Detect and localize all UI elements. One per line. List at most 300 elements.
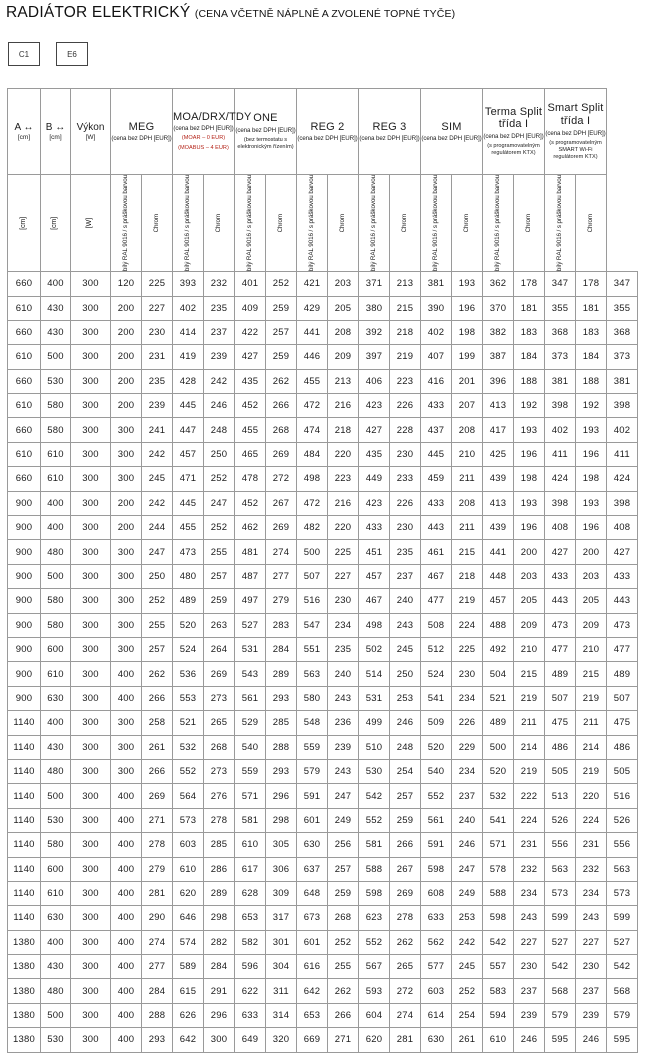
table-cell-price: 594	[483, 1003, 514, 1027]
table-cell-price: 642	[297, 979, 328, 1003]
table-cell-price: 451	[359, 540, 390, 564]
table-cell-dimension: 660	[8, 272, 41, 296]
table-cell-price: 288	[266, 735, 297, 759]
table-cell-price: 568	[607, 979, 638, 1003]
table-cell-price: 265	[204, 711, 235, 735]
table-cell-price: 548	[297, 711, 328, 735]
table-cell-price: 423	[359, 394, 390, 418]
subcol-terma-chrome: Chrom	[514, 175, 545, 272]
table-cell-price: 266	[142, 686, 173, 710]
table-cell-price: 628	[235, 881, 266, 905]
table-cell-price: 520	[421, 735, 452, 759]
table-row	[8, 686, 669, 710]
table-cell-price: 630	[297, 833, 328, 857]
table-row	[8, 296, 669, 320]
table-cell-price: 536	[173, 662, 204, 686]
table-cell-price: 200	[111, 394, 142, 418]
table-cell-price: 556	[607, 833, 638, 857]
table-cell-dimension: 580	[41, 394, 71, 418]
table-cell-price: 272	[266, 467, 297, 491]
table-cell-price: 617	[235, 857, 266, 881]
table-cell-price: 457	[359, 564, 390, 588]
table-cell-dimension: 300	[71, 662, 111, 686]
table-cell-price: 599	[545, 906, 576, 930]
table-cell-price: 227	[328, 564, 359, 588]
col-header-b: B ↔ [cm]	[41, 89, 71, 175]
table-cell-price: 573	[545, 881, 576, 905]
table-cell-price: 400	[111, 662, 142, 686]
legend	[8, 42, 88, 66]
table-cell-price: 461	[421, 540, 452, 564]
table-cell-price: 441	[483, 540, 514, 564]
table-cell-price: 492	[483, 637, 514, 661]
table-cell-dimension: 300	[71, 808, 111, 832]
subcol-meg-chrome: Chrom	[142, 175, 173, 272]
table-cell-dimension: 900	[8, 589, 41, 613]
table-cell-price: 252	[266, 272, 297, 296]
table-cell-price: 230	[328, 589, 359, 613]
table-cell-price: 567	[359, 955, 390, 979]
table-cell-price: 380	[359, 296, 390, 320]
table-cell-dimension: 300	[71, 784, 111, 808]
table-row	[8, 857, 669, 881]
table-cell-price: 435	[359, 442, 390, 466]
table-row	[8, 735, 669, 759]
table-cell-price: 284	[204, 955, 235, 979]
table-cell-price: 300	[111, 711, 142, 735]
table-cell-price: 526	[607, 808, 638, 832]
table-cell-price: 272	[390, 979, 421, 1003]
table-cell-price: 411	[607, 442, 638, 466]
table-row	[8, 955, 669, 979]
table-cell-dimension: 530	[41, 369, 71, 393]
table-cell-dimension: 300	[71, 711, 111, 735]
table-cell-price: 193	[576, 418, 607, 442]
table-cell-dimension: 300	[71, 320, 111, 344]
table-cell-price: 527	[607, 930, 638, 954]
table-cell-dimension: 400	[41, 930, 71, 954]
table-cell-dimension: 1380	[8, 979, 41, 1003]
table-cell-price: 235	[204, 296, 235, 320]
table-cell-price: 208	[328, 320, 359, 344]
table-cell-price: 192	[514, 394, 545, 418]
table-row	[8, 345, 669, 369]
table-cell-price: 215	[514, 662, 545, 686]
table-cell-price: 243	[514, 906, 545, 930]
table-cell-price: 559	[297, 735, 328, 759]
table-cell-price: 201	[452, 369, 483, 393]
table-cell-price: 413	[483, 491, 514, 515]
table-cell-price: 472	[297, 491, 328, 515]
table-cell-price: 446	[297, 345, 328, 369]
table-cell-price: 400	[111, 784, 142, 808]
table-cell-price: 239	[204, 345, 235, 369]
table-cell-price: 622	[235, 979, 266, 1003]
table-cell-price: 278	[204, 808, 235, 832]
table-cell-price: 414	[173, 320, 204, 344]
table-cell-price: 462	[235, 516, 266, 540]
table-cell-dimension: 580	[41, 589, 71, 613]
table-cell-price: 400	[111, 857, 142, 881]
table-cell-price: 598	[359, 881, 390, 905]
table-cell-price: 406	[359, 369, 390, 393]
table-cell-price: 599	[607, 906, 638, 930]
table-cell-price: 620	[173, 881, 204, 905]
table-cell-price: 256	[328, 833, 359, 857]
subcol-smart-white: bílý RAL 9016 / s práškovou barvou	[545, 175, 576, 272]
table-cell-price: 227	[514, 930, 545, 954]
table-cell-price: 281	[390, 1028, 421, 1052]
table-cell-price: 181	[576, 296, 607, 320]
table-cell-price: 243	[576, 906, 607, 930]
table-row	[8, 394, 669, 418]
table-cell-price: 459	[421, 467, 452, 491]
table-cell-price: 475	[545, 711, 576, 735]
table-cell-price: 205	[328, 296, 359, 320]
table-cell-price: 381	[607, 369, 638, 393]
table-cell-price: 477	[545, 637, 576, 661]
table-row	[8, 442, 669, 466]
table-cell-price: 589	[173, 955, 204, 979]
table-cell-price: 457	[173, 442, 204, 466]
table-cell-dimension: 300	[71, 418, 111, 442]
table-cell-dimension: 1140	[8, 857, 41, 881]
table-cell-price: 211	[452, 467, 483, 491]
table-cell-price: 542	[359, 784, 390, 808]
table-cell-price: 475	[607, 711, 638, 735]
table-cell-price: 393	[173, 272, 204, 296]
table-cell-price: 234	[514, 881, 545, 905]
table-cell-price: 211	[514, 711, 545, 735]
group-header-reg3: REG 3 (cena bez DPH [EUR])	[359, 89, 421, 175]
table-cell-dimension: 300	[71, 589, 111, 613]
table-cell-price: 398	[545, 394, 576, 418]
table-cell-price: 219	[576, 686, 607, 710]
table-cell-price: 253	[452, 906, 483, 930]
table-cell-price: 392	[359, 320, 390, 344]
table-cell-price: 427	[545, 540, 576, 564]
table-cell-dimension: 610	[8, 296, 41, 320]
table-cell-dimension: 1140	[8, 735, 41, 759]
table-cell-price: 413	[483, 394, 514, 418]
table-cell-dimension: 300	[71, 394, 111, 418]
table-cell-dimension: 300	[71, 296, 111, 320]
table-cell-dimension: 300	[71, 637, 111, 661]
table-cell-price: 207	[452, 394, 483, 418]
table-cell-price: 402	[421, 320, 452, 344]
table-cell-price: 300	[204, 1028, 235, 1052]
table-cell-price: 209	[514, 613, 545, 637]
table-cell-price: 285	[204, 833, 235, 857]
table-cell-dimension: 480	[41, 540, 71, 564]
table-row	[8, 808, 669, 832]
table-cell-price: 559	[235, 759, 266, 783]
table-cell-dimension: 300	[71, 1028, 111, 1052]
table-cell-price: 409	[235, 296, 266, 320]
table-cell-price: 296	[204, 1003, 235, 1027]
table-cell-price: 257	[328, 857, 359, 881]
table-cell-price: 540	[421, 759, 452, 783]
table-cell-price: 223	[390, 369, 421, 393]
table-cell-dimension: 300	[71, 369, 111, 393]
table-cell-price: 552	[421, 784, 452, 808]
table-row	[8, 564, 669, 588]
table-cell-price: 259	[266, 296, 297, 320]
table-cell-price: 227	[576, 930, 607, 954]
table-cell-price: 614	[421, 1003, 452, 1027]
table-cell-price: 610	[235, 833, 266, 857]
table-cell-dimension: 300	[71, 442, 111, 466]
table-cell-price: 291	[204, 979, 235, 1003]
table-cell-price: 417	[483, 418, 514, 442]
table-cell-price: 390	[421, 296, 452, 320]
table-cell-price: 484	[297, 442, 328, 466]
table-cell-dimension: 430	[41, 735, 71, 759]
table-cell-price: 242	[452, 930, 483, 954]
table-cell-price: 610	[173, 857, 204, 881]
table-cell-price: 447	[173, 418, 204, 442]
table-cell-price: 198	[514, 467, 545, 491]
table-cell-dimension: 610	[8, 442, 41, 466]
table-cell-price: 520	[173, 613, 204, 637]
table-cell-price: 486	[545, 735, 576, 759]
table-cell-price: 259	[204, 589, 235, 613]
table-cell-price: 427	[359, 418, 390, 442]
table-cell-price: 373	[545, 345, 576, 369]
table-cell-price: 573	[173, 808, 204, 832]
table-cell-price: 239	[142, 394, 173, 418]
table-cell-price: 598	[483, 906, 514, 930]
table-cell-dimension: 430	[41, 955, 71, 979]
table-cell-price: 382	[483, 320, 514, 344]
table-cell-price: 257	[204, 564, 235, 588]
table-cell-dimension: 400	[41, 516, 71, 540]
subcol-power-unit: [W]	[71, 175, 111, 272]
table-cell-price: 402	[545, 418, 576, 442]
table-cell-price: 261	[452, 1028, 483, 1052]
table-cell-price: 400	[111, 833, 142, 857]
table-cell-price: 199	[452, 345, 483, 369]
table-cell-price: 653	[297, 1003, 328, 1027]
table-cell-price: 298	[266, 808, 297, 832]
table-cell-price: 284	[142, 979, 173, 1003]
table-cell-price: 669	[297, 1028, 328, 1052]
table-cell-price: 289	[266, 662, 297, 686]
table-cell-price: 487	[235, 564, 266, 588]
table-cell-dimension: 300	[71, 345, 111, 369]
table-cell-price: 209	[328, 345, 359, 369]
table-cell-price: 210	[514, 637, 545, 661]
table-cell-price: 455	[297, 369, 328, 393]
table-cell-price: 564	[173, 784, 204, 808]
table-cell-price: 268	[204, 735, 235, 759]
table-cell-price: 236	[328, 711, 359, 735]
table-cell-price: 433	[545, 564, 576, 588]
table-cell-price: 371	[359, 272, 390, 296]
table-cell-price: 465	[235, 442, 266, 466]
table-cell-price: 507	[545, 686, 576, 710]
table-row	[8, 759, 669, 783]
table-cell-price: 398	[545, 491, 576, 515]
table-cell-price: 293	[266, 759, 297, 783]
table-row	[8, 833, 669, 857]
table-cell-price: 264	[204, 637, 235, 661]
table-cell-price: 277	[142, 955, 173, 979]
table-cell-price: 516	[297, 589, 328, 613]
table-cell-price: 285	[266, 711, 297, 735]
page-title-sub: (CENA VČETNĚ NÁPLNĚ A ZVOLENÉ TOPNÉ TYČE)	[194, 8, 456, 20]
table-cell-price: 225	[328, 540, 359, 564]
table-cell-price: 237	[576, 979, 607, 1003]
table-cell-price: 293	[266, 686, 297, 710]
table-cell-price: 235	[328, 637, 359, 661]
table-cell-price: 278	[142, 833, 173, 857]
table-cell-price: 273	[204, 686, 235, 710]
table-cell-price: 183	[576, 320, 607, 344]
table-header-groups	[8, 89, 669, 175]
table-cell-price: 530	[359, 759, 390, 783]
table-cell-price: 473	[173, 540, 204, 564]
table-cell-price: 230	[390, 442, 421, 466]
table-cell-dimension: 900	[8, 564, 41, 588]
table-cell-price: 263	[204, 613, 235, 637]
table-cell-price: 223	[328, 467, 359, 491]
table-cell-price: 419	[173, 345, 204, 369]
table-cell-price: 250	[390, 662, 421, 686]
table-cell-price: 455	[173, 516, 204, 540]
table-cell-price: 237	[452, 784, 483, 808]
table-cell-price: 355	[607, 296, 638, 320]
table-cell-dimension: 500	[41, 784, 71, 808]
table-cell-price: 400	[111, 930, 142, 954]
table-cell-price: 568	[545, 979, 576, 1003]
table-body	[8, 272, 669, 1053]
table-cell-price: 408	[607, 516, 638, 540]
table-cell-dimension: 610	[41, 881, 71, 905]
table-cell-price: 300	[111, 589, 142, 613]
table-cell-price: 527	[545, 930, 576, 954]
table-cell-price: 277	[266, 564, 297, 588]
table-cell-price: 424	[607, 467, 638, 491]
table-cell-price: 574	[173, 930, 204, 954]
table-cell-price: 497	[235, 589, 266, 613]
table-cell-price: 578	[483, 857, 514, 881]
table-cell-price: 246	[204, 394, 235, 418]
table-cell-dimension: 300	[71, 540, 111, 564]
table-cell-dimension: 1140	[8, 759, 41, 783]
table-row	[8, 491, 669, 515]
subcol-b-unit: [cm]	[41, 175, 71, 272]
table-cell-dimension: 1140	[8, 808, 41, 832]
table-cell-price: 623	[359, 906, 390, 930]
table-cell-price: 524	[173, 637, 204, 661]
table-cell-price: 239	[328, 735, 359, 759]
table-cell-price: 233	[390, 467, 421, 491]
table-cell-dimension: 300	[71, 735, 111, 759]
subcol-reg2-chrome: Chrom	[328, 175, 359, 272]
table-cell-dimension: 1140	[8, 784, 41, 808]
table-cell-price: 247	[142, 540, 173, 564]
table-cell-price: 504	[483, 662, 514, 686]
table-cell-price: 474	[297, 418, 328, 442]
table-cell-dimension: 610	[8, 345, 41, 369]
table-cell-price: 306	[266, 857, 297, 881]
table-cell-price: 178	[576, 272, 607, 296]
table-cell-price: 402	[607, 418, 638, 442]
table-cell-price: 397	[359, 345, 390, 369]
table-cell-price: 259	[390, 808, 421, 832]
table-cell-price: 220	[328, 442, 359, 466]
subcol-terma-white: bílý RAL 9016 / s práškovou barvou	[483, 175, 514, 272]
table-cell-price: 230	[452, 662, 483, 686]
table-row	[8, 467, 669, 491]
subcol-sim-white: bílý RAL 9016 / s práškovou barvou	[421, 175, 452, 272]
table-cell-dimension: 300	[71, 955, 111, 979]
table-cell-price: 300	[111, 418, 142, 442]
table-cell-price: 243	[328, 759, 359, 783]
table-cell-price: 620	[359, 1028, 390, 1052]
table-cell-dimension: 300	[71, 857, 111, 881]
table-cell-dimension: 1380	[8, 1003, 41, 1027]
table-cell-price: 242	[204, 369, 235, 393]
table-cell-price: 381	[421, 272, 452, 296]
page-title-main: RADIÁTOR ELEKTRICKÝ	[6, 4, 195, 21]
table-cell-price: 237	[514, 979, 545, 1003]
table-row	[8, 369, 669, 393]
table-cell-price: 203	[514, 564, 545, 588]
table-cell-price: 500	[297, 540, 328, 564]
table-cell-price: 234	[328, 613, 359, 637]
table-cell-price: 571	[483, 833, 514, 857]
legend-box-c1	[8, 42, 40, 66]
table-cell-price: 486	[607, 735, 638, 759]
table-cell-price: 244	[142, 516, 173, 540]
table-cell-price: 265	[390, 955, 421, 979]
table-cell-dimension: 660	[8, 418, 41, 442]
table-cell-price: 362	[483, 272, 514, 296]
table-cell-price: 596	[235, 955, 266, 979]
table-cell-price: 467	[421, 564, 452, 588]
table-cell-price: 239	[576, 1003, 607, 1027]
table-cell-price: 200	[111, 320, 142, 344]
table-cell-price: 551	[297, 637, 328, 661]
table-cell-price: 314	[266, 1003, 297, 1027]
subcol-reg3-chrome: Chrom	[390, 175, 421, 272]
table-cell-price: 562	[421, 930, 452, 954]
table-cell-price: 257	[266, 320, 297, 344]
table-cell-price: 452	[235, 491, 266, 515]
table-cell-price: 267	[390, 857, 421, 881]
table-cell-price: 437	[421, 418, 452, 442]
table-cell-price: 220	[328, 516, 359, 540]
table-cell-price: 445	[421, 442, 452, 466]
table-cell-price: 439	[483, 516, 514, 540]
legend-label-c1: C1	[18, 49, 30, 59]
table-cell-price: 443	[421, 516, 452, 540]
table-cell-price: 242	[142, 491, 173, 515]
table-cell-price: 347	[545, 272, 576, 296]
table-cell-dimension: 400	[41, 491, 71, 515]
table-cell-price: 400	[111, 1003, 142, 1027]
table-cell-price: 234	[576, 881, 607, 905]
table-cell-dimension: 600	[41, 637, 71, 661]
table-cell-price: 300	[111, 735, 142, 759]
group-header-moa-drx-tdy: MOA/DRX/TDY (cena bez DPH [EUR]) (MOAR – 0 EUR) (MOABUS – 4 EUR)	[173, 89, 235, 175]
table-cell-dimension: 400	[41, 272, 71, 296]
table-cell-price: 232	[204, 272, 235, 296]
table-cell-price: 514	[359, 662, 390, 686]
table-cell-price: 305	[266, 833, 297, 857]
